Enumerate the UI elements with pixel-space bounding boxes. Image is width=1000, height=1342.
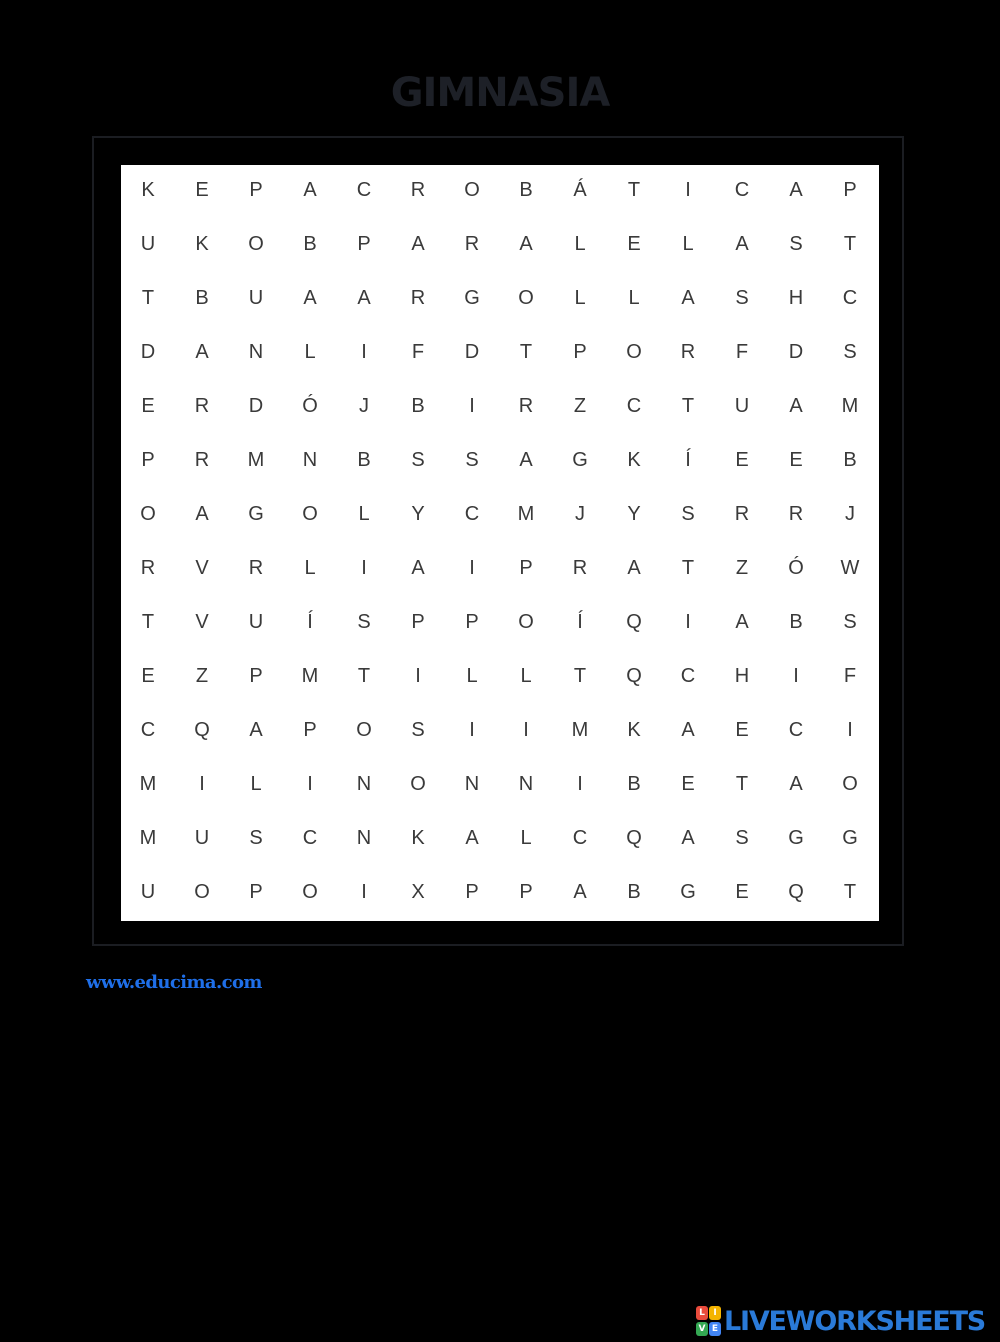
grid-row bbox=[121, 165, 879, 219]
grid-cell[interactable]: A bbox=[735, 233, 749, 255]
grid-cell[interactable]: T bbox=[681, 395, 695, 417]
grid-cell[interactable]: X bbox=[411, 881, 425, 903]
grid-cell[interactable]: A bbox=[627, 557, 641, 579]
grid-cell[interactable]: P bbox=[411, 611, 425, 633]
grid-cell[interactable]: T bbox=[735, 773, 749, 795]
grid-cell[interactable]: B bbox=[411, 395, 425, 417]
grid-cell[interactable]: A bbox=[681, 287, 695, 309]
grid-cell[interactable]: I bbox=[847, 719, 853, 741]
grid-cell[interactable]: O bbox=[140, 503, 156, 525]
grid-cell[interactable]: O bbox=[518, 611, 534, 633]
grid-cell[interactable]: Í bbox=[577, 611, 583, 633]
grid-cell[interactable]: P bbox=[249, 665, 263, 687]
grid-cell[interactable]: I bbox=[577, 773, 583, 795]
grid-cell[interactable]: A bbox=[789, 773, 803, 795]
grid-cell[interactable]: R bbox=[680, 341, 696, 363]
grid-cell[interactable]: U bbox=[194, 827, 210, 849]
letter-grid bbox=[121, 165, 879, 921]
grid-cell[interactable]: Q bbox=[626, 665, 642, 687]
grid-cell[interactable]: A bbox=[195, 341, 209, 363]
grid-cell[interactable]: N bbox=[518, 773, 534, 795]
grid-cell[interactable]: T bbox=[573, 665, 587, 687]
grid-cell[interactable]: U bbox=[248, 287, 264, 309]
grid-cell[interactable]: T bbox=[681, 557, 695, 579]
logo-letter: I bbox=[709, 1306, 721, 1320]
grid-cell[interactable]: O bbox=[842, 773, 858, 795]
grid-cell[interactable]: K bbox=[627, 449, 641, 471]
grid-row bbox=[121, 273, 879, 327]
grid-cell[interactable]: B bbox=[195, 287, 209, 309]
grid-cell[interactable]: M bbox=[517, 503, 535, 525]
grid-row bbox=[121, 705, 879, 759]
grid-cell[interactable]: A bbox=[681, 719, 695, 741]
grid-cell[interactable]: S bbox=[789, 233, 803, 255]
grid-cell[interactable]: I bbox=[685, 611, 691, 633]
grid-cell[interactable]: A bbox=[735, 611, 749, 633]
grid-cell[interactable]: R bbox=[572, 557, 588, 579]
grid-cell[interactable]: M bbox=[139, 827, 157, 849]
grid-cell[interactable]: M bbox=[841, 395, 859, 417]
grid-cell[interactable]: G bbox=[464, 287, 480, 309]
grid-cell[interactable]: A bbox=[789, 179, 803, 201]
grid-row bbox=[121, 867, 879, 921]
grid-cell[interactable]: T bbox=[519, 341, 533, 363]
grid-cell[interactable]: L bbox=[574, 287, 586, 309]
grid-cell[interactable]: O bbox=[410, 773, 426, 795]
word-search-board bbox=[121, 165, 879, 921]
grid-cell[interactable]: L bbox=[628, 287, 640, 309]
grid-cell[interactable]: E bbox=[681, 773, 695, 795]
grid-cell[interactable]: I bbox=[469, 719, 475, 741]
grid-cell[interactable]: A bbox=[411, 233, 425, 255]
grid-cell[interactable]: E bbox=[141, 395, 155, 417]
grid-cell[interactable]: Ó bbox=[302, 395, 318, 417]
grid-cell[interactable]: A bbox=[303, 287, 317, 309]
page-title: GIMNASIA bbox=[390, 70, 610, 116]
grid-cell[interactable]: M bbox=[139, 773, 157, 795]
grid-cell[interactable]: S bbox=[735, 827, 749, 849]
grid-cell[interactable]: O bbox=[518, 287, 534, 309]
grid-cell[interactable]: R bbox=[410, 287, 426, 309]
grid-row bbox=[121, 813, 879, 867]
grid-cell[interactable]: N bbox=[248, 341, 264, 363]
grid-cell[interactable]: S bbox=[411, 449, 425, 471]
grid-cell[interactable]: Í bbox=[685, 449, 691, 471]
grid-cell[interactable]: F bbox=[735, 341, 749, 363]
grid-cell[interactable]: S bbox=[843, 611, 857, 633]
grid-cell[interactable]: F bbox=[411, 341, 425, 363]
grid-cell[interactable]: R bbox=[788, 503, 804, 525]
grid-cell[interactable]: V bbox=[195, 611, 209, 633]
grid-cell[interactable]: L bbox=[250, 773, 262, 795]
grid-cell[interactable]: N bbox=[356, 827, 372, 849]
grid-cell[interactable]: A bbox=[789, 395, 803, 417]
grid-cell[interactable]: H bbox=[788, 287, 804, 309]
grid-cell[interactable]: T bbox=[141, 611, 155, 633]
grid-cell[interactable]: B bbox=[357, 449, 371, 471]
grid-cell[interactable]: S bbox=[843, 341, 857, 363]
grid-cell[interactable]: I bbox=[469, 395, 475, 417]
grid-cell[interactable]: C bbox=[140, 719, 156, 741]
grid-cell[interactable]: O bbox=[626, 341, 642, 363]
grid-cell[interactable]: P bbox=[519, 881, 533, 903]
grid-cell[interactable]: K bbox=[141, 179, 155, 201]
grid-cell[interactable]: T bbox=[627, 179, 641, 201]
grid-row bbox=[121, 489, 879, 543]
grid-cell[interactable]: C bbox=[842, 287, 858, 309]
grid-cell[interactable]: U bbox=[734, 395, 750, 417]
grid-cell[interactable]: R bbox=[248, 557, 264, 579]
grid-cell[interactable]: F bbox=[843, 665, 857, 687]
liveworksheets-brand[interactable] bbox=[696, 1304, 985, 1338]
grid-cell[interactable]: P bbox=[573, 341, 587, 363]
grid-cell[interactable]: S bbox=[681, 503, 695, 525]
grid-cell[interactable]: Z bbox=[195, 665, 209, 687]
grid-cell[interactable]: S bbox=[465, 449, 479, 471]
grid-cell[interactable]: Y bbox=[411, 503, 425, 525]
grid-cell[interactable]: E bbox=[195, 179, 209, 201]
grid-cell[interactable]: I bbox=[361, 557, 367, 579]
grid-cell[interactable]: P bbox=[303, 719, 317, 741]
grid-cell[interactable]: B bbox=[519, 179, 533, 201]
grid-cell[interactable]: Q bbox=[194, 719, 210, 741]
grid-cell[interactable]: M bbox=[301, 665, 319, 687]
grid-cell[interactable]: Z bbox=[573, 395, 587, 417]
grid-cell[interactable]: R bbox=[464, 233, 480, 255]
grid-cell[interactable]: B bbox=[627, 881, 641, 903]
grid-cell[interactable]: E bbox=[735, 449, 749, 471]
grid-cell[interactable]: M bbox=[571, 719, 589, 741]
grid-cell[interactable]: D bbox=[788, 341, 804, 363]
grid-cell[interactable]: C bbox=[680, 665, 696, 687]
grid-cell[interactable]: O bbox=[302, 503, 318, 525]
grid-cell[interactable]: D bbox=[140, 341, 156, 363]
grid-cell[interactable]: B bbox=[843, 449, 857, 471]
grid-cell[interactable]: N bbox=[464, 773, 480, 795]
grid-cell[interactable]: C bbox=[572, 827, 588, 849]
grid-cell[interactable]: S bbox=[249, 827, 263, 849]
grid-cell[interactable]: E bbox=[789, 449, 803, 471]
grid-cell[interactable]: C bbox=[356, 179, 372, 201]
logo-letter: V bbox=[696, 1322, 708, 1336]
grid-cell[interactable]: R bbox=[518, 395, 534, 417]
grid-cell[interactable]: L bbox=[682, 233, 694, 255]
grid-cell[interactable]: K bbox=[627, 719, 641, 741]
grid-cell[interactable]: A bbox=[519, 233, 533, 255]
grid-cell[interactable]: P bbox=[357, 233, 371, 255]
grid-cell[interactable]: I bbox=[199, 773, 205, 795]
grid-cell[interactable]: O bbox=[464, 179, 480, 201]
grid-cell[interactable]: T bbox=[357, 665, 371, 687]
grid-cell[interactable]: L bbox=[520, 827, 532, 849]
grid-cell[interactable]: Q bbox=[626, 827, 642, 849]
liveworksheets-logo-icon bbox=[696, 1306, 722, 1336]
grid-cell[interactable]: B bbox=[789, 611, 803, 633]
brand-name: LIVEWORKSHEETS bbox=[724, 1305, 986, 1337]
grid-cell[interactable]: P bbox=[249, 881, 263, 903]
grid-cell[interactable]: Í bbox=[307, 611, 313, 633]
grid-cell[interactable]: G bbox=[248, 503, 264, 525]
grid-cell[interactable]: E bbox=[735, 881, 749, 903]
grid-cell[interactable]: P bbox=[465, 611, 479, 633]
grid-row bbox=[121, 651, 879, 705]
grid-cell[interactable]: L bbox=[304, 557, 316, 579]
grid-cell[interactable]: L bbox=[520, 665, 532, 687]
grid-cell[interactable]: A bbox=[573, 881, 587, 903]
grid-cell[interactable]: K bbox=[195, 233, 209, 255]
grid-cell[interactable]: A bbox=[303, 179, 317, 201]
grid-cell[interactable]: R bbox=[194, 395, 210, 417]
grid-cell[interactable]: R bbox=[140, 557, 156, 579]
grid-row bbox=[121, 435, 879, 489]
grid-cell[interactable]: I bbox=[685, 179, 691, 201]
grid-cell[interactable]: L bbox=[304, 341, 316, 363]
grid-cell[interactable]: P bbox=[843, 179, 857, 201]
grid-cell[interactable]: H bbox=[734, 665, 750, 687]
grid-cell[interactable]: T bbox=[843, 881, 857, 903]
grid-cell[interactable]: A bbox=[357, 287, 371, 309]
grid-cell[interactable]: U bbox=[140, 881, 156, 903]
grid-cell[interactable]: G bbox=[842, 827, 858, 849]
grid-cell[interactable]: P bbox=[465, 881, 479, 903]
grid-cell[interactable]: U bbox=[248, 611, 264, 633]
grid-cell[interactable]: Ó bbox=[788, 557, 804, 579]
grid-cell[interactable]: S bbox=[357, 611, 371, 633]
grid-cell[interactable]: C bbox=[464, 503, 480, 525]
grid-cell[interactable]: O bbox=[194, 881, 210, 903]
grid-cell[interactable]: L bbox=[358, 503, 370, 525]
grid-row bbox=[121, 327, 879, 381]
grid-cell[interactable]: S bbox=[411, 719, 425, 741]
logo-letter: E bbox=[709, 1322, 721, 1336]
grid-cell[interactable]: I bbox=[523, 719, 529, 741]
grid-cell[interactable]: C bbox=[734, 179, 750, 201]
grid-cell[interactable]: D bbox=[248, 395, 264, 417]
grid-cell[interactable]: U bbox=[140, 233, 156, 255]
grid-cell[interactable]: L bbox=[574, 233, 586, 255]
grid-cell[interactable]: A bbox=[465, 827, 479, 849]
grid-cell[interactable]: P bbox=[249, 179, 263, 201]
grid-cell[interactable]: O bbox=[356, 719, 372, 741]
grid-cell[interactable]: R bbox=[734, 503, 750, 525]
grid-cell[interactable]: P bbox=[141, 449, 155, 471]
grid-cell[interactable]: K bbox=[411, 827, 425, 849]
grid-cell[interactable]: A bbox=[681, 827, 695, 849]
grid-cell[interactable]: J bbox=[575, 503, 585, 525]
logo-letter: L bbox=[696, 1306, 708, 1320]
grid-cell[interactable]: O bbox=[302, 881, 318, 903]
grid-cell[interactable]: M bbox=[247, 449, 265, 471]
grid-cell[interactable]: A bbox=[411, 557, 425, 579]
grid-cell[interactable]: I bbox=[361, 881, 367, 903]
grid-cell[interactable]: I bbox=[793, 665, 799, 687]
grid-row bbox=[121, 381, 879, 435]
grid-cell[interactable]: Q bbox=[788, 881, 804, 903]
grid-cell[interactable]: L bbox=[466, 665, 478, 687]
grid-cell[interactable]: D bbox=[464, 341, 480, 363]
grid-cell[interactable]: E bbox=[141, 665, 155, 687]
grid-cell[interactable]: E bbox=[627, 233, 641, 255]
grid-cell[interactable]: R bbox=[410, 179, 426, 201]
grid-cell[interactable]: I bbox=[361, 341, 367, 363]
educima-link[interactable]: www.educima.com bbox=[86, 972, 262, 993]
grid-cell[interactable]: I bbox=[307, 773, 313, 795]
grid-cell[interactable]: B bbox=[627, 773, 641, 795]
grid-cell[interactable]: A bbox=[249, 719, 263, 741]
grid-row bbox=[121, 597, 879, 651]
grid-cell[interactable]: Y bbox=[627, 503, 641, 525]
grid-cell[interactable]: C bbox=[302, 827, 318, 849]
grid-cell[interactable]: P bbox=[519, 557, 533, 579]
grid-cell[interactable]: R bbox=[194, 449, 210, 471]
grid-cell[interactable]: G bbox=[788, 827, 804, 849]
grid-cell[interactable]: C bbox=[626, 395, 642, 417]
grid-cell[interactable]: S bbox=[735, 287, 749, 309]
grid-cell[interactable]: C bbox=[788, 719, 804, 741]
grid-cell[interactable]: A bbox=[195, 503, 209, 525]
grid-row bbox=[121, 543, 879, 597]
grid-cell[interactable]: G bbox=[680, 881, 696, 903]
grid-cell[interactable]: I bbox=[469, 557, 475, 579]
grid-row bbox=[121, 759, 879, 813]
grid-cell[interactable]: T bbox=[141, 287, 155, 309]
grid-cell[interactable]: B bbox=[303, 233, 317, 255]
grid-cell[interactable]: G bbox=[572, 449, 588, 471]
grid-cell[interactable]: W bbox=[840, 557, 860, 579]
grid-cell[interactable]: Q bbox=[626, 611, 642, 633]
grid-cell[interactable]: N bbox=[356, 773, 372, 795]
grid-cell[interactable]: J bbox=[359, 395, 369, 417]
grid-cell[interactable]: N bbox=[302, 449, 318, 471]
grid-cell[interactable]: O bbox=[248, 233, 264, 255]
grid-cell[interactable]: Z bbox=[735, 557, 749, 579]
grid-cell[interactable]: T bbox=[843, 233, 857, 255]
grid-cell[interactable]: V bbox=[195, 557, 209, 579]
grid-row bbox=[121, 219, 879, 273]
grid-cell[interactable]: A bbox=[519, 449, 533, 471]
grid-cell[interactable]: E bbox=[735, 719, 749, 741]
grid-cell[interactable]: J bbox=[845, 503, 855, 525]
grid-cell[interactable]: I bbox=[415, 665, 421, 687]
grid-cell[interactable]: Á bbox=[573, 179, 587, 201]
